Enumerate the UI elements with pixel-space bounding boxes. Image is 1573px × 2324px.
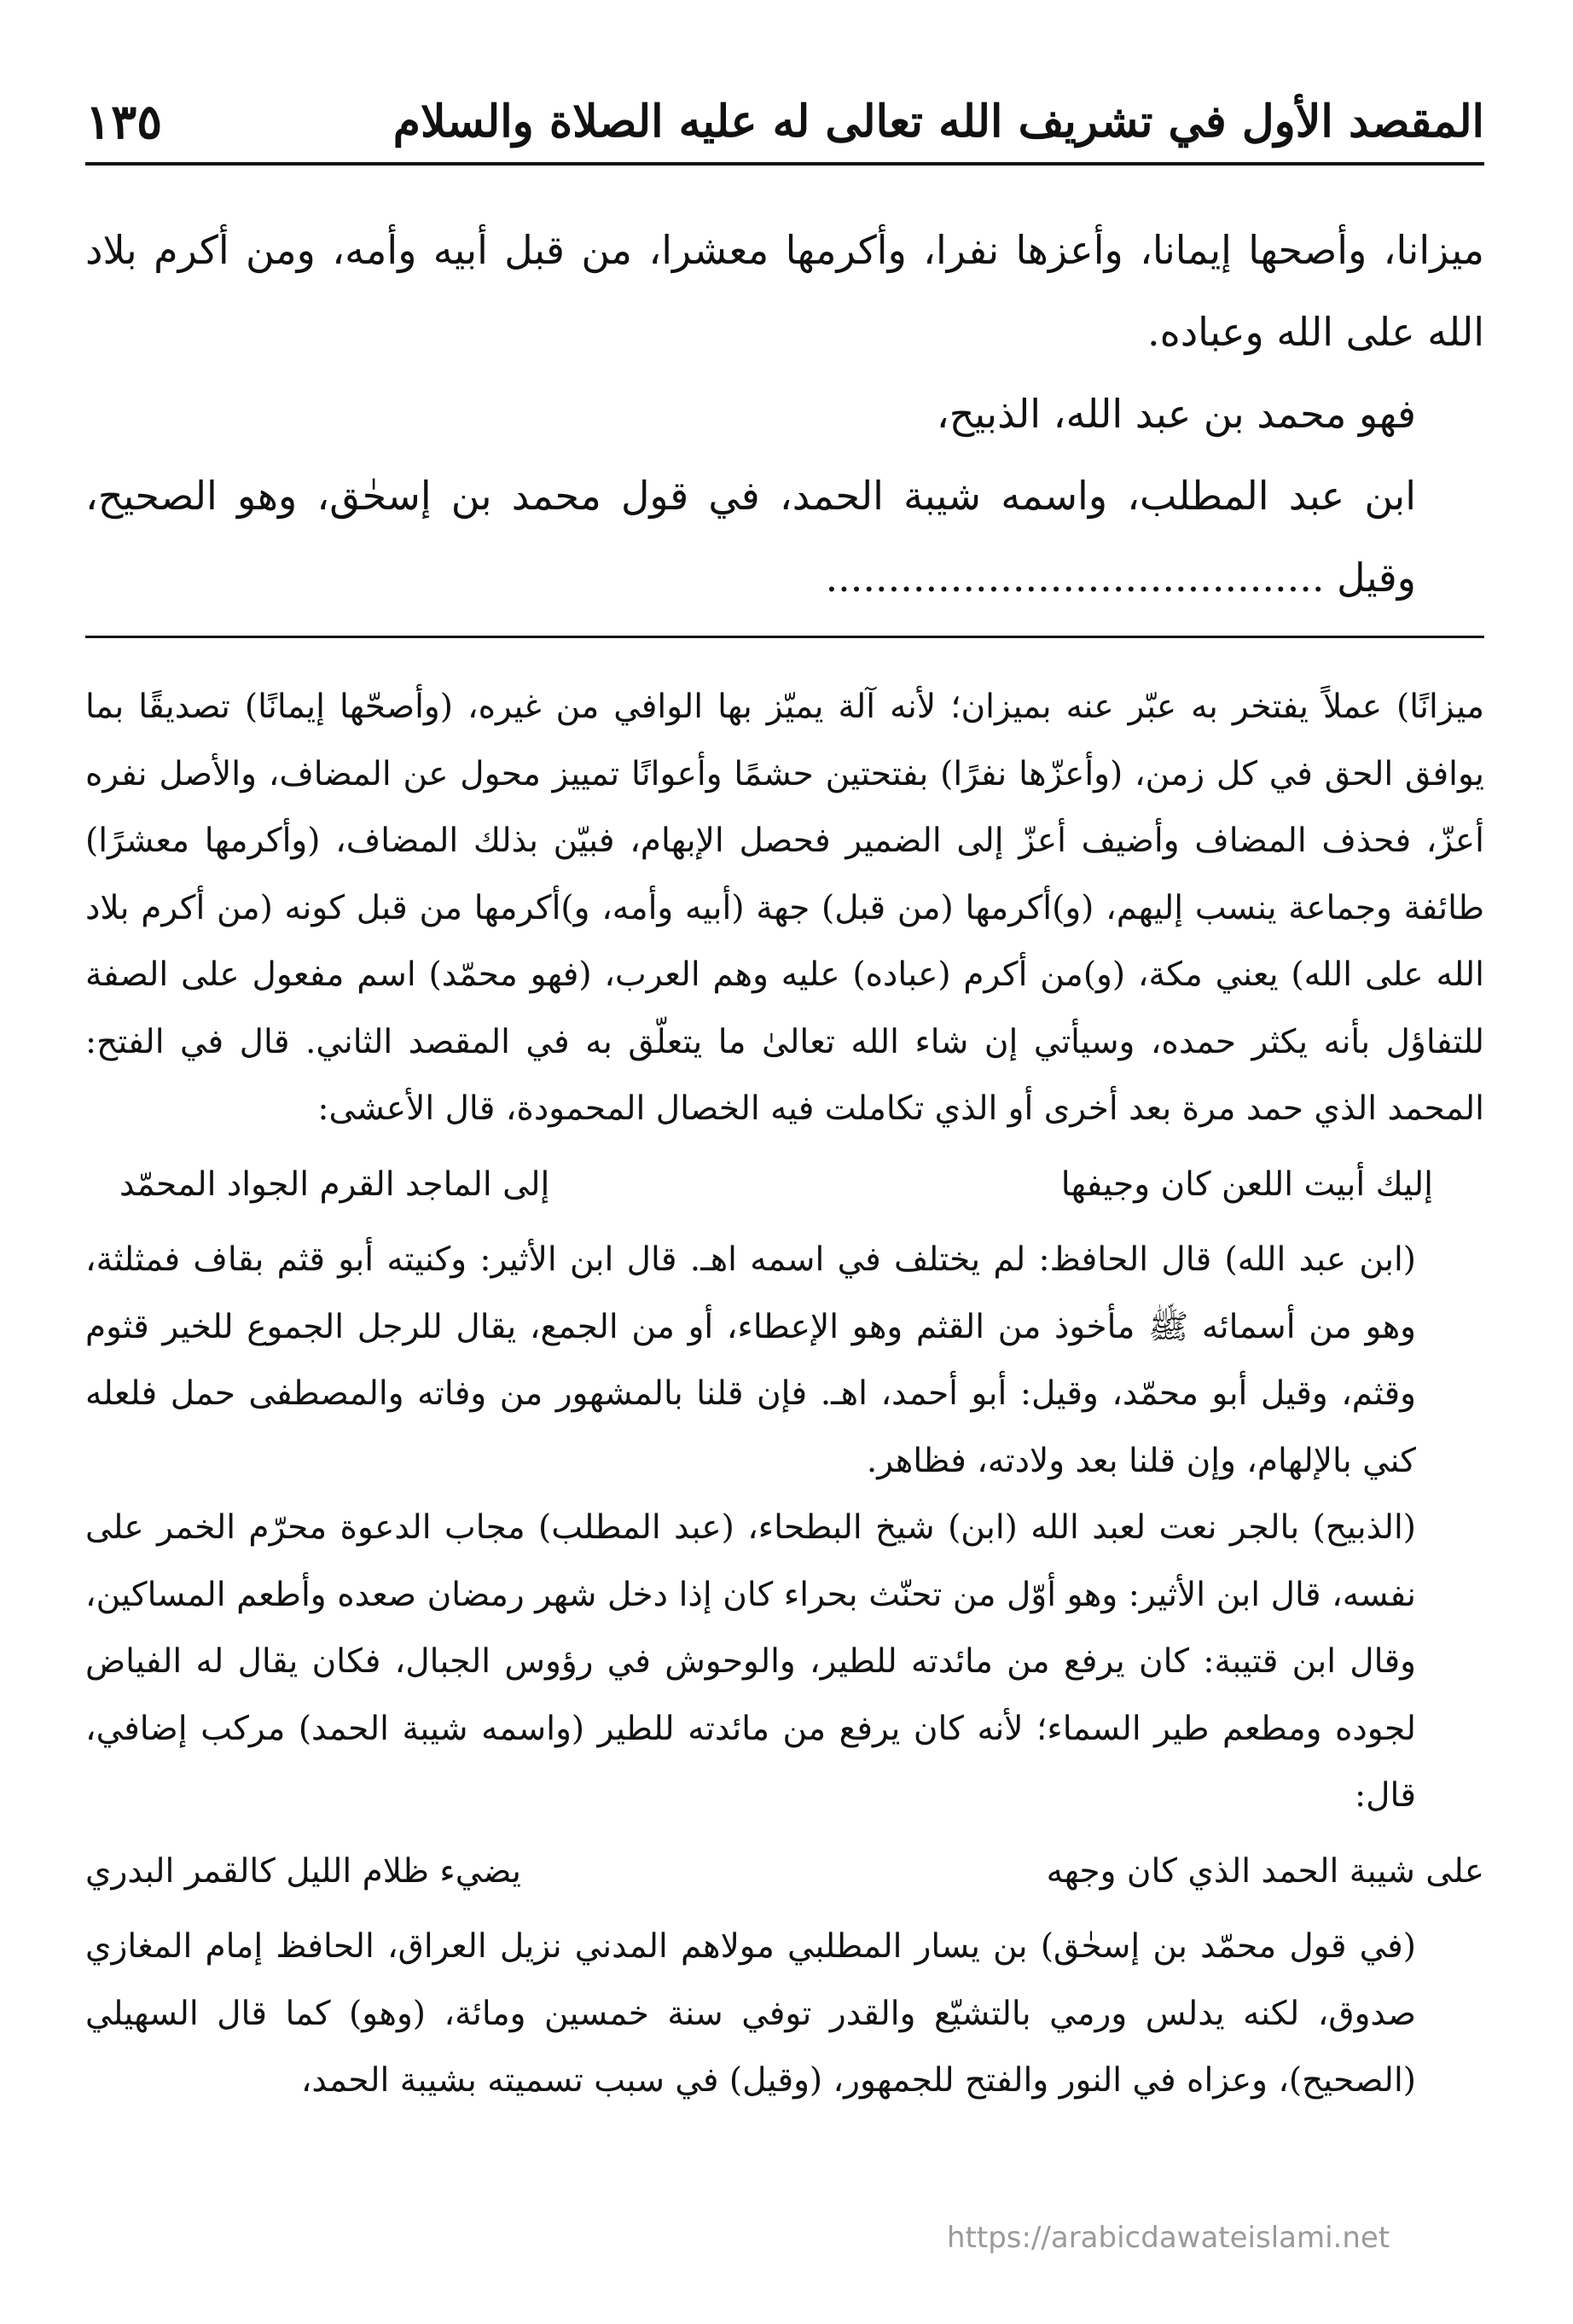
verse-first-hemistich: إليك أبيت اللعن كان وجيفها bbox=[1060, 1165, 1433, 1204]
main-paragraph: ميزانا، وأصحها إيمانا، وأعزها نفرا، وأكرمها معشرا، من قبل أبيه وأمه، ومن أكرم بلاد الله على الله وعباده. bbox=[85, 227, 1484, 355]
main-paragraph-text: ابن عبد المطلب، واسمه شيبة الحمد، في قول محمد بن إسحٰق، وهو الصحيح، وقيل bbox=[85, 473, 1416, 601]
commentary-paragraph: ميزانًا) عملاً يفتخر به عبّر عنه بميزان؛ لأنه آلة يميّز بها الوافي من غيره، (وأصحّها إيمانًا) تصديقًا بما يوافق الحق في كل زمن، (وأعزّها نفرًا) بفتحتين حشمًا وأعوانًا تمييز محول عن المضاف، والأصل نفره أعزّ، فحذف المضاف وأضيف أعزّ إلى الضمير فحصل الإبهام، فبيّن بذلك المضاف، (وأكرمها معشرًا) طائفة وجماعة ينسب إليهم، (و)أكرمها (من قبل) جهة (أبيه وأمه، و)أكرمها من قبل كونه (من أكرم بلاد الله على الله) يعني مكة، (و)من أكرم (عباده) عليه وهم العرب، (فهو محمّد) اسم مفعول على الصفة للتفاؤل بأنه يكثر حمده، وسيأتي إن شاء الله تعالىٰ ما يتعلّق به في المقصد الثاني. قال في الفتح: المحمد الذي حمد مرة بعد أخرى أو الذي تكاملت فيه الخصال المحمودة، قال الأعشى: bbox=[85, 688, 1484, 1128]
commentary-paragraph: (الذبيح) بالجر نعت لعبد الله (ابن) شيخ البطحاء، (عبد المطلب) مجاب الدعوة محرّم الخمر على نفسه، قال ابن الأثير: وهو أوّل من تحنّث بحراء كان إذا دخل شهر رمضان صعده وأطعم المساكين، وقال ابن قتيبة: كان يرفع من مائدته للطير، والوحوش في رؤوس الجبال، فكان يقال له الفياض لجوده ومطعم طير السماء؛ لأنه كان يرفع من مائدته للطير (واسمه شيبة الحمد) مركب إضافي، قال: bbox=[85, 1508, 1416, 1815]
commentary-paragraph: (ابن عبد الله) قال الحافظ: لم يختلف في اسمه اهـ. قال ابن الأثير: وكنيته أبو قثم بقاف فمثلثة، وهو من أسمائه ﷺ مأخوذ من القثم وهو الإعطاء، أو من الجمع، يقال للرجل الجموع للخير قثوم وقثم، وقيل أبو محمّد، وقيل: أبو أحمد، اهـ. فإن قلنا بالمشهور من وفاته والمصطفى حمل فلعله كني بالإلهام، وإن قلنا بعد ولادته، فظاهر. bbox=[85, 1240, 1417, 1480]
verse-second-hemistich: يضيء ظلام الليل كالقمر البدري bbox=[85, 1851, 521, 1891]
main-text-block bbox=[85, 209, 1484, 619]
continuation-dots: ........................................ bbox=[825, 555, 1325, 601]
main-paragraph: فهو محمد بن عبد الله، الذبيح، bbox=[936, 391, 1416, 437]
watermark-url: https://arabicdawateislami.net bbox=[947, 2221, 1390, 2255]
commentary-paragraph: (في قول محمّد بن إسحٰق) بن يسار المطلبي مولاهم المدني نزيل العراق، الحافظ إمام المغازي صدوق، لكنه يدلس ورمي بالتشيّع والقدر توفي سنة خمسين ومائة، (وهو) كما قال السهيلي (الصحيح)، وعزاه في النور والفتح للجمهور، (وقيل) في سبب تسميته بشيبة الحمد، bbox=[85, 1927, 1416, 2100]
verse-second-hemistich: إلى الماجد القرم الجواد المحمّد bbox=[119, 1165, 550, 1204]
commentary-block bbox=[85, 674, 1484, 2115]
footnote-separator bbox=[85, 636, 1484, 638]
page-header bbox=[85, 81, 1484, 166]
running-title: المقصد الأول في تشريف الله تعالى له عليه الصلاة والسلام bbox=[392, 96, 1484, 148]
page-number: ١٣٥ bbox=[85, 93, 163, 150]
poetry-verse bbox=[85, 1839, 1484, 1906]
verse-first-hemistich: على شيبة الحمد الذي كان وجهه bbox=[1046, 1851, 1484, 1891]
main-paragraph bbox=[85, 455, 1484, 619]
poetry-verse bbox=[85, 1152, 1484, 1219]
